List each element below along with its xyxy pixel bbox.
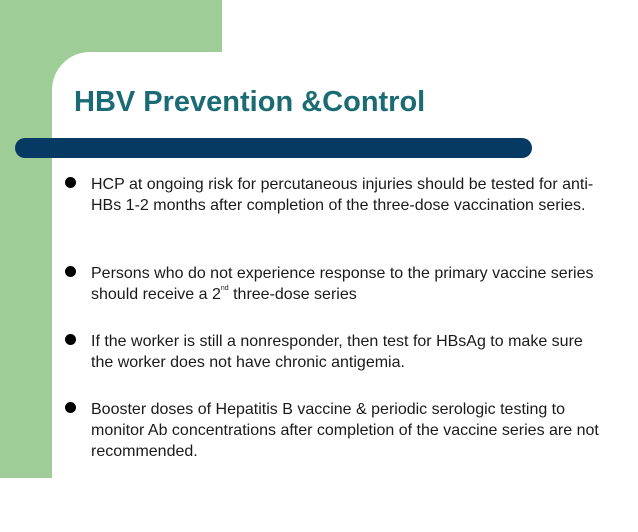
bullet-dot-icon (65, 266, 76, 277)
bullet-text: Persons who do not experience response to the primary vaccine series should receive a 2 (91, 265, 594, 303)
bullet-superscript: nd (220, 285, 229, 292)
slide-title: HBV Prevention &Control (74, 86, 426, 118)
bullet-item-second-series (91, 263, 601, 305)
bullet-dot-icon (65, 334, 76, 345)
bullet-dot-icon (65, 177, 76, 188)
bullet-text: Booster doses of Hepatitis B vaccine & periodic serologic testing to monitor Ab concentrations after completion of the vaccine series are not recommended. (91, 401, 599, 460)
bullet-dot-icon (65, 402, 76, 413)
bullet-text: If the worker is still a nonresponder, then test for HBsAg to make sure the worker does not have chronic antigemia. (91, 333, 583, 371)
bullet-item-booster (91, 399, 601, 462)
bullet-item-testing (91, 174, 601, 216)
bullet-item-nonresponder (91, 331, 601, 373)
bullet-text-continued: three-dose series (228, 286, 357, 303)
bullet-text: HCP at ongoing risk for percutaneous injuries should be tested for anti-HBs 1-2 months after completion of the three-dose vaccination series. (91, 176, 594, 214)
